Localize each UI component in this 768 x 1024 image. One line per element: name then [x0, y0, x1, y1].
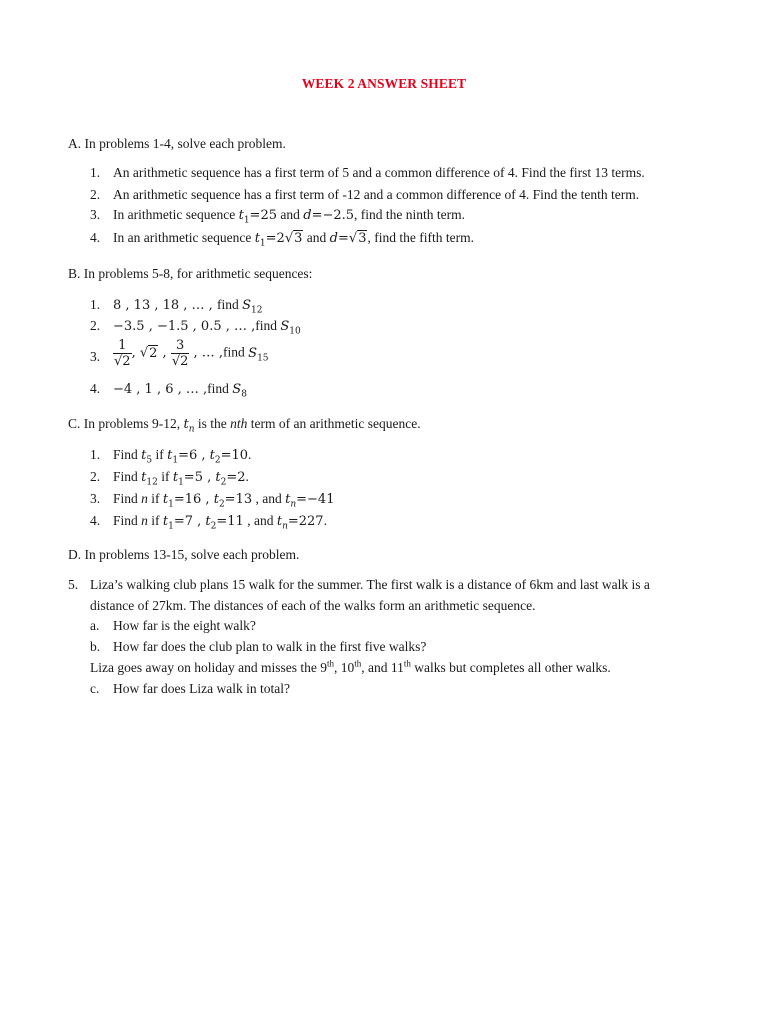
question-label: a. — [90, 618, 100, 633]
item-text: $\frac{1}{√2}$ , √2 , $\frac{3}{√2}$ , … ,find $S_{15}$ — [114, 338, 269, 369]
item-text: An arithmetic sequence has a first term of -12 and a common difference of 4. Find the tenth term. — [113, 187, 640, 202]
fraction: $\frac{1}{√2}$ — [114, 338, 131, 369]
ordinal-suffix: th — [326, 658, 334, 669]
question-label: c. — [90, 681, 100, 696]
item-text-pre: In arithmetic sequence — [113, 207, 239, 222]
note-text: , 10 — [333, 660, 355, 675]
item-text: Find n if $t_1=7$ , $t_2=11$ , and $t_n=227$. — [113, 513, 327, 532]
question-label: b. — [90, 639, 101, 654]
section-a-heading: A. In problems 1-4, solve each problem. — [68, 136, 286, 151]
find-word: Find — [113, 469, 138, 484]
find-word: find — [216, 297, 239, 312]
item-number: 1. — [90, 447, 101, 462]
item-text — [113, 318, 301, 337]
problem-text-line-2: distance of 27km. The distances of each of the walks form an arithmetic sequence. — [90, 598, 536, 613]
item-text: Find n if $t_1=16$ , $t_2=13$ , and $t_n=-41$ — [113, 491, 335, 510]
math-expression: d=−2.5 — [303, 208, 355, 223]
item-text: Find $t_5$ if $t_1=6$ , $t_2=10$. — [113, 447, 252, 466]
item-text-post: , find the fifth term. — [367, 230, 474, 245]
section-b-heading: B. In problems 5-8, for arithmetic sequences: — [68, 266, 313, 281]
find-word: find — [207, 381, 229, 396]
heading-text: C. In problems 9-12, — [68, 416, 184, 431]
problem-number: 5. — [68, 577, 79, 592]
math-expression: $t_n$ — [183, 417, 195, 435]
item-text: In arithmetic sequence $t_1=25$ and d=−2.5, find the ninth term. — [113, 207, 466, 226]
section-c-heading — [68, 416, 421, 435]
ordinal-suffix: th — [354, 658, 362, 669]
item-number: 3. — [90, 349, 101, 364]
sum-symbol: $S_{15}$ — [248, 345, 269, 364]
sequence: −3.5 , −1.5 , 0.5 , … , — [113, 319, 256, 334]
sum-symbol: $S_8$ — [232, 382, 247, 400]
sum-symbol: $S_{10}$ — [280, 319, 301, 337]
heading-text: term of an arithmetic sequence. — [247, 416, 421, 431]
math-expression: d=√3 — [329, 231, 367, 246]
item-number: 3. — [90, 491, 101, 506]
sum-symbol: $S_{12}$ — [242, 298, 263, 316]
note-text: Liza goes away on holiday and misses the 9 — [90, 660, 327, 675]
item-text — [113, 381, 247, 400]
item-text — [113, 297, 263, 316]
section-d-heading: D. In problems 13-15, solve each problem. — [68, 547, 300, 562]
item-text-post: , find the ninth term. — [354, 207, 466, 222]
item-number: 2. — [90, 318, 101, 333]
problem-text-line-1: Liza’s walking club plans 15 walk for the summer. The first walk is a distance of 6km and last walk is a — [90, 577, 650, 592]
question-text: How far is the eight walk? — [113, 618, 256, 633]
item-text: In an arithmetic sequence $t_1=2√3$ and d=√3, find the fifth term. — [113, 230, 474, 249]
holiday-note — [90, 660, 611, 676]
question-text: How far does the club plan to walk in the first five walks? — [113, 639, 427, 654]
item-text: Find $t_{12}$ if $t_1=5$ , $t_2=2$. — [113, 469, 249, 488]
find-word: Find — [113, 513, 138, 528]
item-number: 4. — [90, 381, 101, 396]
note-text: walks but completes all other walks. — [410, 660, 611, 675]
item-number: 2. — [90, 469, 101, 484]
item-number: 3. — [90, 207, 101, 222]
heading-text: nth — [230, 416, 248, 431]
note-text: , and 11 — [361, 660, 404, 675]
page-title: WEEK 2 ANSWER SHEET — [301, 76, 467, 91]
item-number: 1. — [90, 165, 101, 180]
sequence: 8 , 13 , 18 , … , — [113, 298, 217, 313]
find-word: find — [255, 318, 278, 333]
sequence: −4 , 1 , 6 , … , — [113, 382, 208, 397]
item-number: 4. — [90, 513, 101, 528]
ordinal-suffix: th — [403, 658, 411, 669]
item-text-pre: In an arithmetic sequence — [113, 230, 255, 245]
find-word: Find — [113, 491, 138, 506]
item-number: 1. — [90, 297, 101, 312]
item-number: 2. — [90, 187, 101, 202]
math-expression: $t_1=2√3$ — [254, 231, 303, 249]
math-expression: $t_1=25$ — [238, 208, 277, 226]
heading-text: is the — [194, 416, 231, 431]
item-number: 4. — [90, 230, 101, 245]
find-word: Find — [113, 447, 138, 462]
find-word: find — [223, 344, 245, 360]
item-text: An arithmetic sequence has a first term of 5 and a common difference of 4. Find the first 13 terms. — [113, 165, 645, 180]
question-text: How far does Liza walk in total? — [113, 681, 290, 696]
fraction: $\frac{3}{√2}$ — [171, 338, 189, 369]
